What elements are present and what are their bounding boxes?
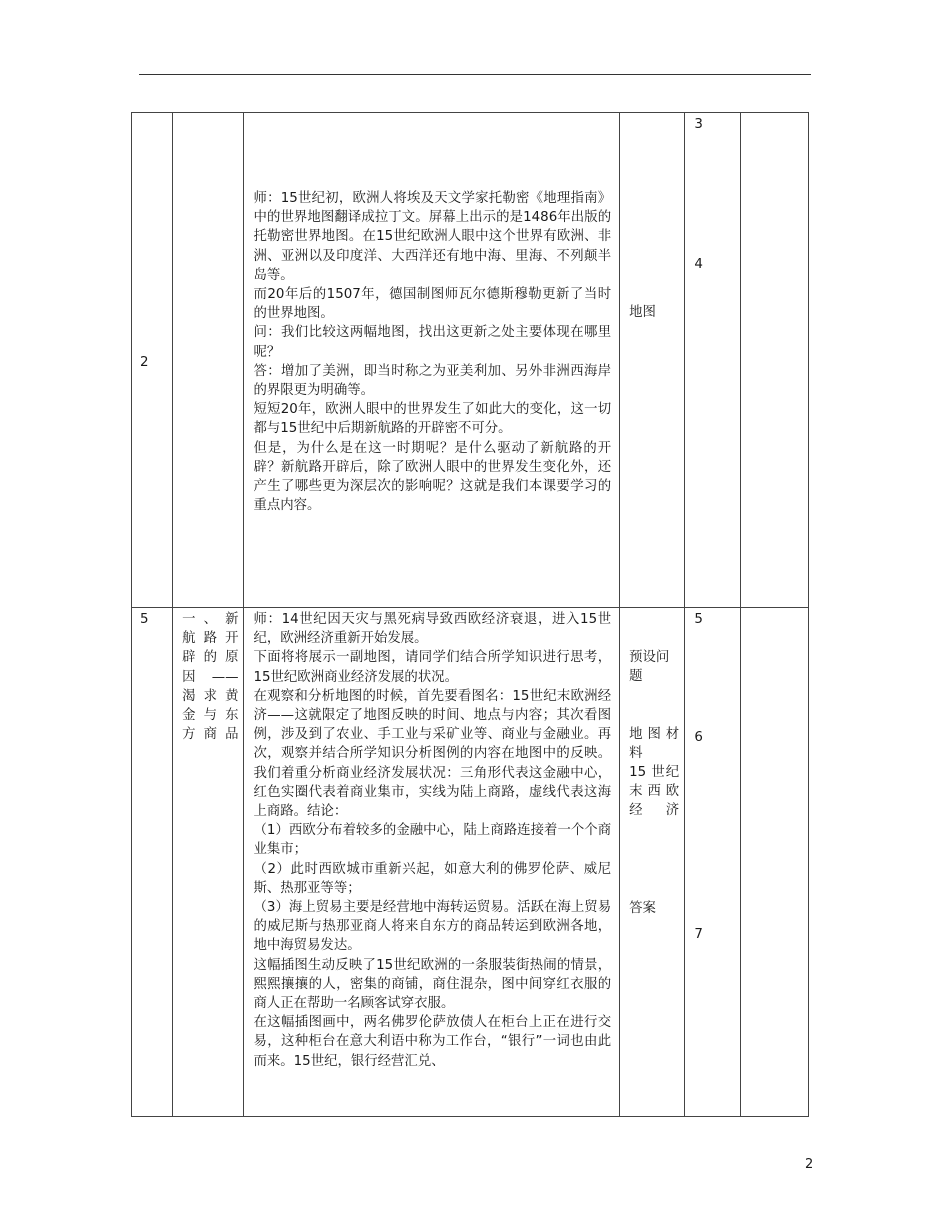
row1-time-mark: 4: [694, 257, 703, 272]
row2-material-label: 预设问题: [629, 650, 670, 685]
table-row: [132, 113, 809, 608]
row2-material-label: 答案: [629, 901, 656, 916]
row1-paragraph: 师：15世纪初，欧洲人将埃及天文学家托勒密《地理指南》中的世界地图翻译成拉丁文。屏幕上出示的是1486年出版的托勒密世界地图。在15世纪欧洲人眼中这个世界有欧洲、非洲、亚洲以及印度洋、大西洋还有地中海、里海、不列颠半岛等。: [253, 191, 612, 283]
row1-time-mark: 3: [694, 117, 703, 132]
row1-paragraph: 答：增加了美洲，即当时称之为亚美利加、另外非洲西海岸的界限更为明确等。: [253, 363, 612, 399]
row2-paragraph: （2）此时西欧城市重新兴起，如意大利的佛罗伦萨、威尼斯、热那亚等等；: [253, 861, 612, 896]
row1-step-number: 2: [140, 355, 149, 370]
section-title-line: 渴求黄: [182, 688, 239, 704]
row1-paragraph: 但是，为什么是在这一时期呢？是什么驱动了新航路的开辟？新航路开辟后，除了欧洲人眼中的世界发生变化外，还产生了哪些更为深层次的影响呢？这就是我们本课要学习的重点内容。: [253, 440, 612, 514]
row1-time-cell: [685, 113, 740, 608]
row1-paragraph: 短短20年，欧洲人眼中的世界发生了如此大的变化，这一切都与15世纪中后期新航路的开辟密不可分。: [253, 402, 612, 437]
section-title-line: 因——: [182, 669, 239, 685]
row2-material-label: 15 世纪末西欧经济: [629, 765, 680, 819]
row2-material-label: 地图材料: [629, 727, 680, 762]
row2-time-mark: 6: [694, 730, 703, 745]
row2-paragraph: 师：14世纪因天灾与黑死病导致西欧经济衰退，进入15世纪，欧洲经济重新开始发展。: [253, 612, 612, 647]
row1-paragraph: 问：我们比较这两幅地图，找出这更新之处主要体现在哪里呢？: [253, 325, 612, 360]
row1-step-cell: [132, 113, 173, 608]
row2-content-cell: [244, 608, 620, 1117]
row1-paragraph: 而20年后的1507年，德国制图师瓦尔德斯穆勒更新了当时的世界地图。: [253, 287, 612, 322]
section-title-line: 一、新: [182, 612, 239, 627]
row2-paragraph: （1）西欧分布着较多的金融中心，陆上商路连接着一个个商业集市；: [253, 823, 612, 858]
lesson-plan-table: [131, 112, 809, 1117]
row2-time-mark: 5: [694, 612, 703, 627]
table-row: [132, 608, 809, 1117]
row2-material-cell: [620, 608, 685, 1117]
row2-section-cell: [173, 608, 244, 1117]
row2-step-cell: [132, 608, 173, 1117]
row2-paragraph: 下面将将展示一副地图，请同学们结合所学知识进行思考，15世纪欧洲商业经济发展的状况。: [253, 650, 612, 685]
row2-time-cell: [685, 608, 740, 1117]
section-title-line: 金与东: [182, 708, 239, 724]
row2-time-mark: 7: [694, 927, 703, 942]
row1-section-cell: [173, 113, 244, 608]
section-title-line: 辟的原: [182, 650, 239, 666]
section-title-line: 方商品: [182, 727, 239, 743]
row1-content-cell: [244, 113, 620, 608]
row2-paragraph: 在观察和分析地图的时候，首先要看图名：15世纪末欧洲经济——这就限定了地图反映的时间、地点与内容；其次看图例，涉及到了农业、手工业与采矿业等、商业与金融业。再次，观察并结合所学知识分析图例的内容在地图中的反映。我们着重分析商业经济发展状况：三角形代表这金融中心，红色实圈代表着商业集市，实线为陆上商路，虚线代表这海上商路。结论：: [253, 688, 612, 820]
page-number: 2: [805, 1157, 814, 1172]
row2-paragraph: 在这幅插图画中，两名佛罗伦萨放债人在柜台上正在进行交易，这种柜台在意大利语中称为工作台，“银行”一词也由此而来。15世纪，银行经营汇兑、: [253, 1015, 612, 1069]
header-rule: [139, 74, 811, 75]
row1-note-cell: [740, 113, 808, 608]
row2-paragraph: 这幅插图生动反映了15世纪欧洲的一条服装街热闹的情景，熙熙攘攘的人，密集的商铺，商住混杂，图中间穿红衣服的商人正在帮助一名顾客试穿衣服。: [253, 957, 612, 1012]
row1-material-cell: [620, 113, 685, 608]
section-title-line: 航路开: [182, 631, 239, 647]
row1-material-label: 地图: [629, 305, 656, 320]
row2-paragraph: （3）海上贸易主要是经营地中海转运贸易。活跃在海上贸易的威尼斯与热那亚商人将来自东方的商品转运到欧洲各地，地中海贸易发达。: [253, 900, 612, 954]
row2-note-cell: [740, 608, 808, 1117]
row2-step-number: 5: [140, 612, 149, 627]
